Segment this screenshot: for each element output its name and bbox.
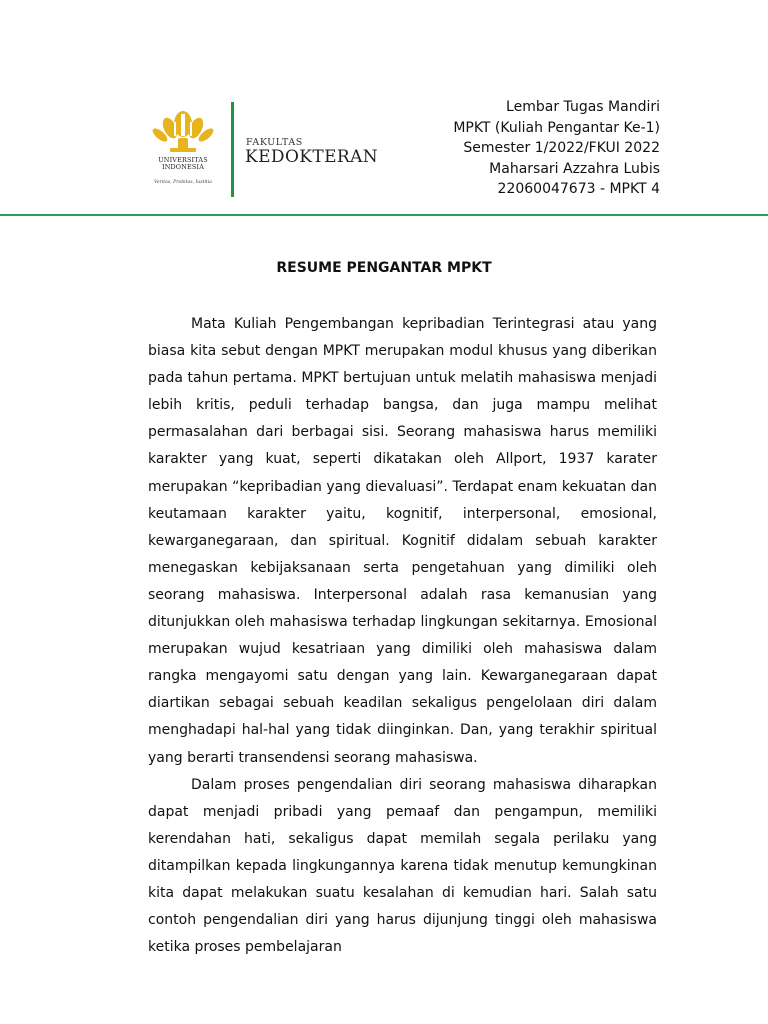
info-line-course: MPKT (Kuliah Pengantar Ke-1) (453, 119, 660, 136)
info-line-sheet: Lembar Tugas Mandiri (506, 99, 660, 115)
info-line-semester: Semester 1/2022/FKUI 2022 (463, 140, 660, 156)
document-header (0, 0, 768, 220)
faculty-label: FAKULTAS (246, 137, 303, 148)
body-paragraph: Dalam proses pengendalian diri seorang mahasiswa diharapkan dapat menjadi pribadi yang pemaaf dan pengampun, memiliki kerendahan hati, sekaligus dapat memilah segala perilaku yang ditampilkan kepada lingkungannya karena tidak menutup kemungkinan kita dapat melakukan suatu kesalahan di kemudian hari. Salah satu contoh pengendalian diri yang harus dijunjung tinggi oleh mahasiswa ketika proses pembelajaran (148, 776, 657, 956)
info-line-student-name: Maharsari Azzahra Lubis (489, 160, 660, 177)
document-body (148, 311, 657, 961)
header-vertical-divider (231, 102, 234, 197)
info-line-student-id: 22060047673 - MPKT 4 (497, 181, 660, 197)
assignment-info (453, 97, 660, 200)
document-title: RESUME PENGANTAR MPKT (276, 260, 492, 276)
faculty-name: KEDOKTERAN (245, 147, 379, 167)
university-name: UNIVERSITAS INDONESIA (158, 156, 208, 172)
university-motto: Veritas, Probitas, Iustitia (154, 180, 212, 185)
body-paragraph: Mata Kuliah Pengembangan kepribadian Terintegrasi atau yang biasa kita sebut dengan MPKT merupakan modul khusus yang diberikan pada tahun pertama. MPKT bertujuan untuk melatih mahasiswa menjadi lebih kritis, peduli terhadap bangsa, dan juga mampu melihat permasalahan dari berbagai sisi. Seorang mahasiswa harus memiliki karakter yang kuat, seperti dikatakan oleh Allport, 1937 karater merupakan “kepribadian yang dievaluasi”. Terdapat enam kekuatan dan keutamaan karakter yaitu, kognitif, interpersonal, emosional, kewarganegaraan, dan spiritual. Kognitif didalam sebuah karakter menegaskan kebijaksanaan serta pengetahuan yang dimiliki oleh seorang mahasiswa. Interpersonal adalah rasa kemanusian yang ditunjukkan oleh mahasiswa terhadap lingkungan sekitarnya. Emosional merupakan wujud kesatriaan yang dimiliki oleh mahasiswa dalam rangka mengayomi satu dengan yang lain. Kewarganegaraan dapat diartikan sebagai sebuah keadilan sekaligus pengelolaan diri dalam menghadapi hal-hal yang tidak diinginkan. Dan, yang terakhir spiritual yang berarti transendensi seorang mahasiswa. (148, 316, 657, 766)
header-horizontal-divider (0, 214, 768, 216)
